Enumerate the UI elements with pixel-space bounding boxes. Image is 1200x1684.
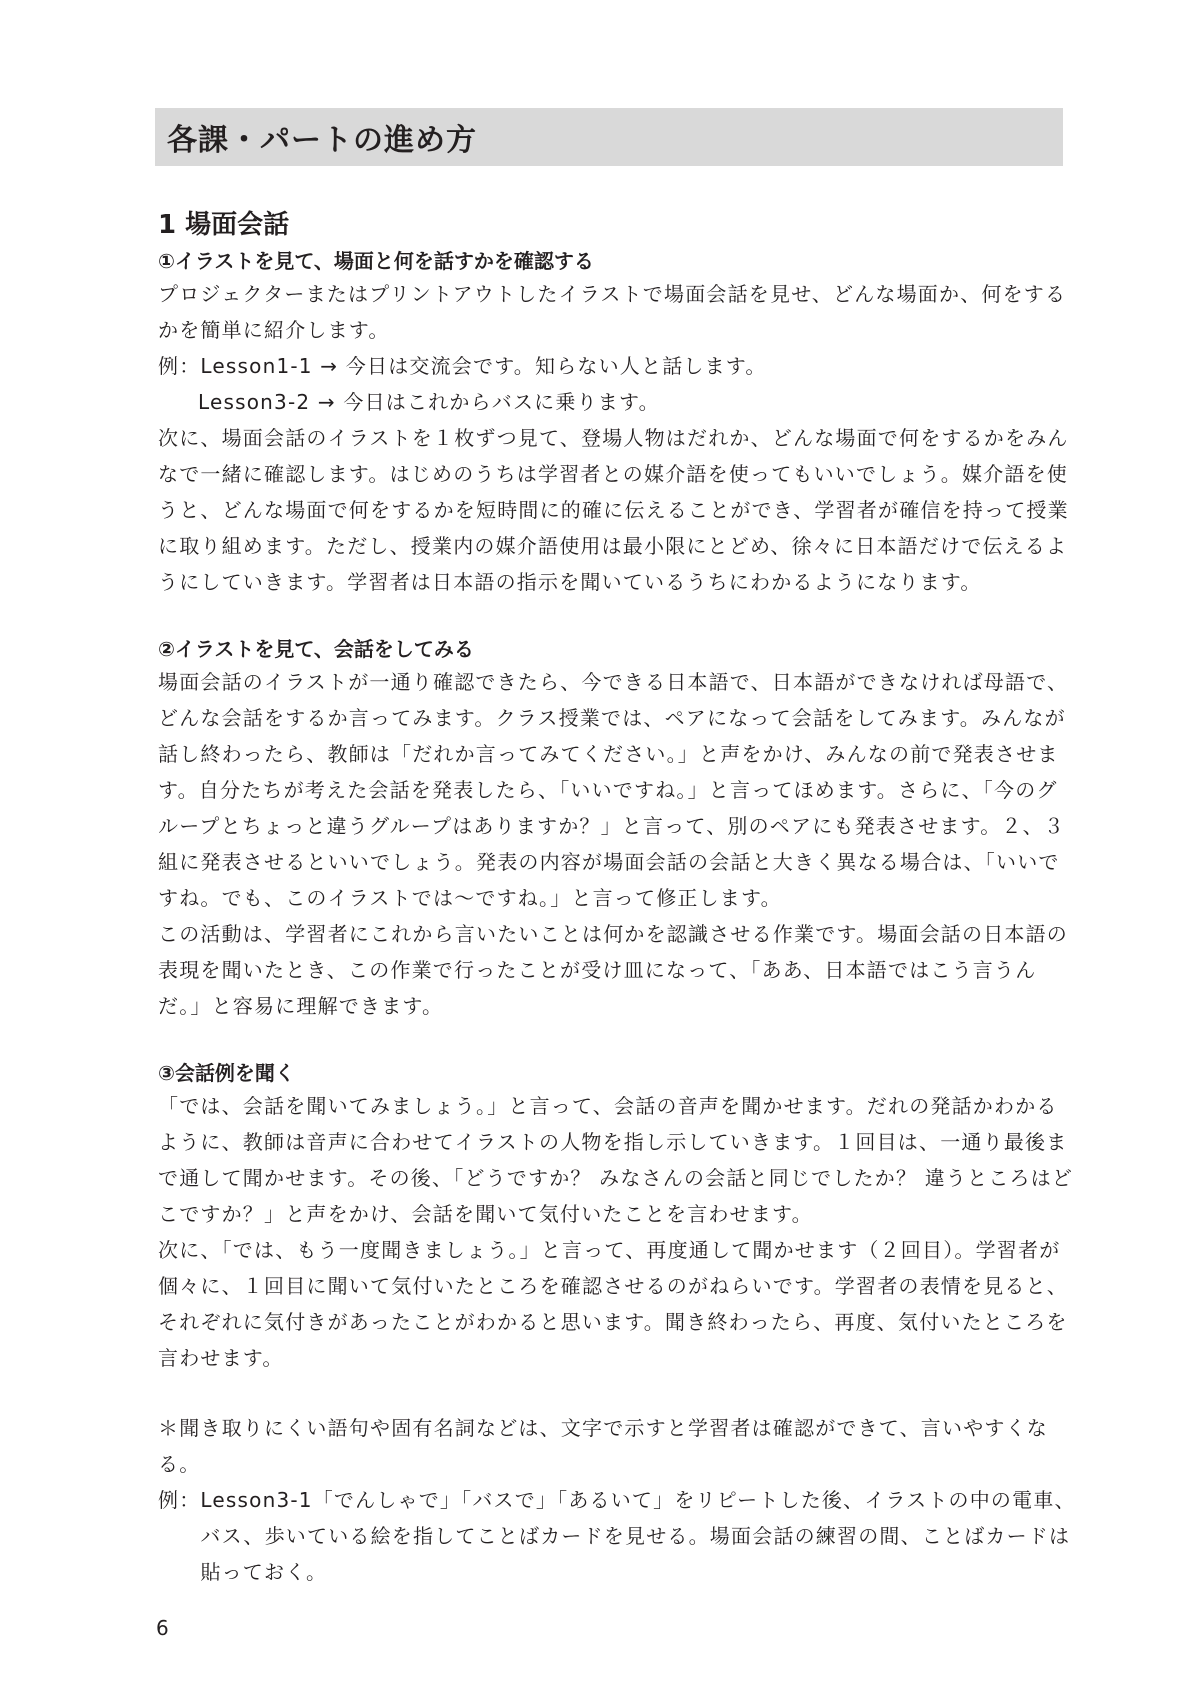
spacer [158,1376,1078,1410]
example-text-1: Lesson1-1 → 今日は交流会です。知らない人と話します。 [200,354,767,378]
main-content [158,246,1078,1590]
spacer [158,600,1078,634]
part2-paragraph-2: この活動は、学習者にこれから言いたいことは何かを認識させる作業です。場面会話の日本語の表現を聞いたとき、この作業で行ったことが受け皿になって、「ああ、日本語ではこう言うんだ。」と容易に理解できます。 [158,922,1068,1018]
example-line-1 [158,348,1078,384]
part2-heading: ②イラストを見て、会話をしてみる [158,637,474,661]
part1-paragraph-1: プロジェクターまたはプリントアウトしたイラストで場面会話を見せ、どんな場面か、何をするかを簡単に紹介します。 [158,282,1067,342]
part1-paragraph-2: 次に、場面会話のイラストを１枚ずつ見て、登場人物はだれか、どんな場面で何をするかをみんなで一緒に確認します。はじめのうちは学習者との媒介語を使ってもいいでしょう。媒介語を使うと、どんな場面で何をするかを短時間に的確に伝えることができ、学習者が確信を持って授業に取り組めます。ただし、授業内の媒介語使用は最小限にとどめ、徐々に日本語だけで伝えるようにしていきます。学習者は日本語の指示を聞いているうちにわかるようになります。 [158,426,1069,594]
part1-heading: ①イラストを見て、場面と何を話すかを確認する [158,249,594,273]
note-example-text: Lesson3-1「でんしゃで」「バスで」「あるいて」をリピートした後、イラストの中の電車、バス、歩いている絵を指してことばカードを見せる。場面会話の練習の間、ことばカードは貼っておく。 [200,1488,1076,1584]
example-text-2: Lesson3-2 → 今日はこれからバスに乗ります。 [198,390,660,414]
spacer [158,1024,1078,1058]
part3-paragraph-2: 次に、「では、もう一度聞きましょう。」と言って、再度通して聞かせます（２回目）。学習者が個々に、１回目に聞いて気付いたところを確認させるのがねらいです。学習者の表情を見ると、それぞれに気付きがあったことがわかると思います。聞き終わったら、再度、気付いたところを言わせます。 [158,1238,1068,1370]
part3-heading: ③会話例を聞く [158,1061,295,1085]
part2-paragraph-1: 場面会話のイラストが一通り確認できたら、今できる日本語で、日本語ができなければ母語で、どんな会話をするか言ってみます。クラス授業では、ペアになって会話をしてみます。みんなが話し終わったら、教師は「だれか言ってみてください。」と声をかけ、みんなの前で発表させます。自分たちが考えた会話を発表したら、「いいですね。」と言ってほめます。さらに、「今のグループとちょっと違うグループはありますか？」と言って、別のペアにも発表させます。２、３組に発表させるといいでしょう。発表の内容が場面会話の会話と大きく異なる場合は、「いいですね。でも、このイラストでは～ですね。」と言って修正します。 [158,670,1069,910]
section-heading: 1 場面会話 [158,210,290,240]
title-bar [155,108,1063,166]
part3-paragraph-1: 「では、会話を聞いてみましょう。」と言って、会話の音声を聞かせます。だれの発話かわかるように、教師は音声に合わせてイラストの人物を指し示していきます。１回目は、一通り最後まで通して聞かせます。その後、「どうですか？ みなさんの会話と同じでしたか？ 違うところはどこですか？」と声をかけ、会話を聞いて気付いたことを言わせます。 [158,1094,1074,1226]
example-label: 例： [158,1488,201,1512]
note-example [158,1482,1078,1590]
example-label: 例： [158,354,201,378]
page-number: 6 [156,1616,169,1640]
note-text: ＊聞き取りにくい語句や固有名詞などは、文字で示すと学習者は確認ができて、言いやすくなる。 [158,1416,1048,1476]
page-title: 各課・パートの進め方 [167,123,477,158]
